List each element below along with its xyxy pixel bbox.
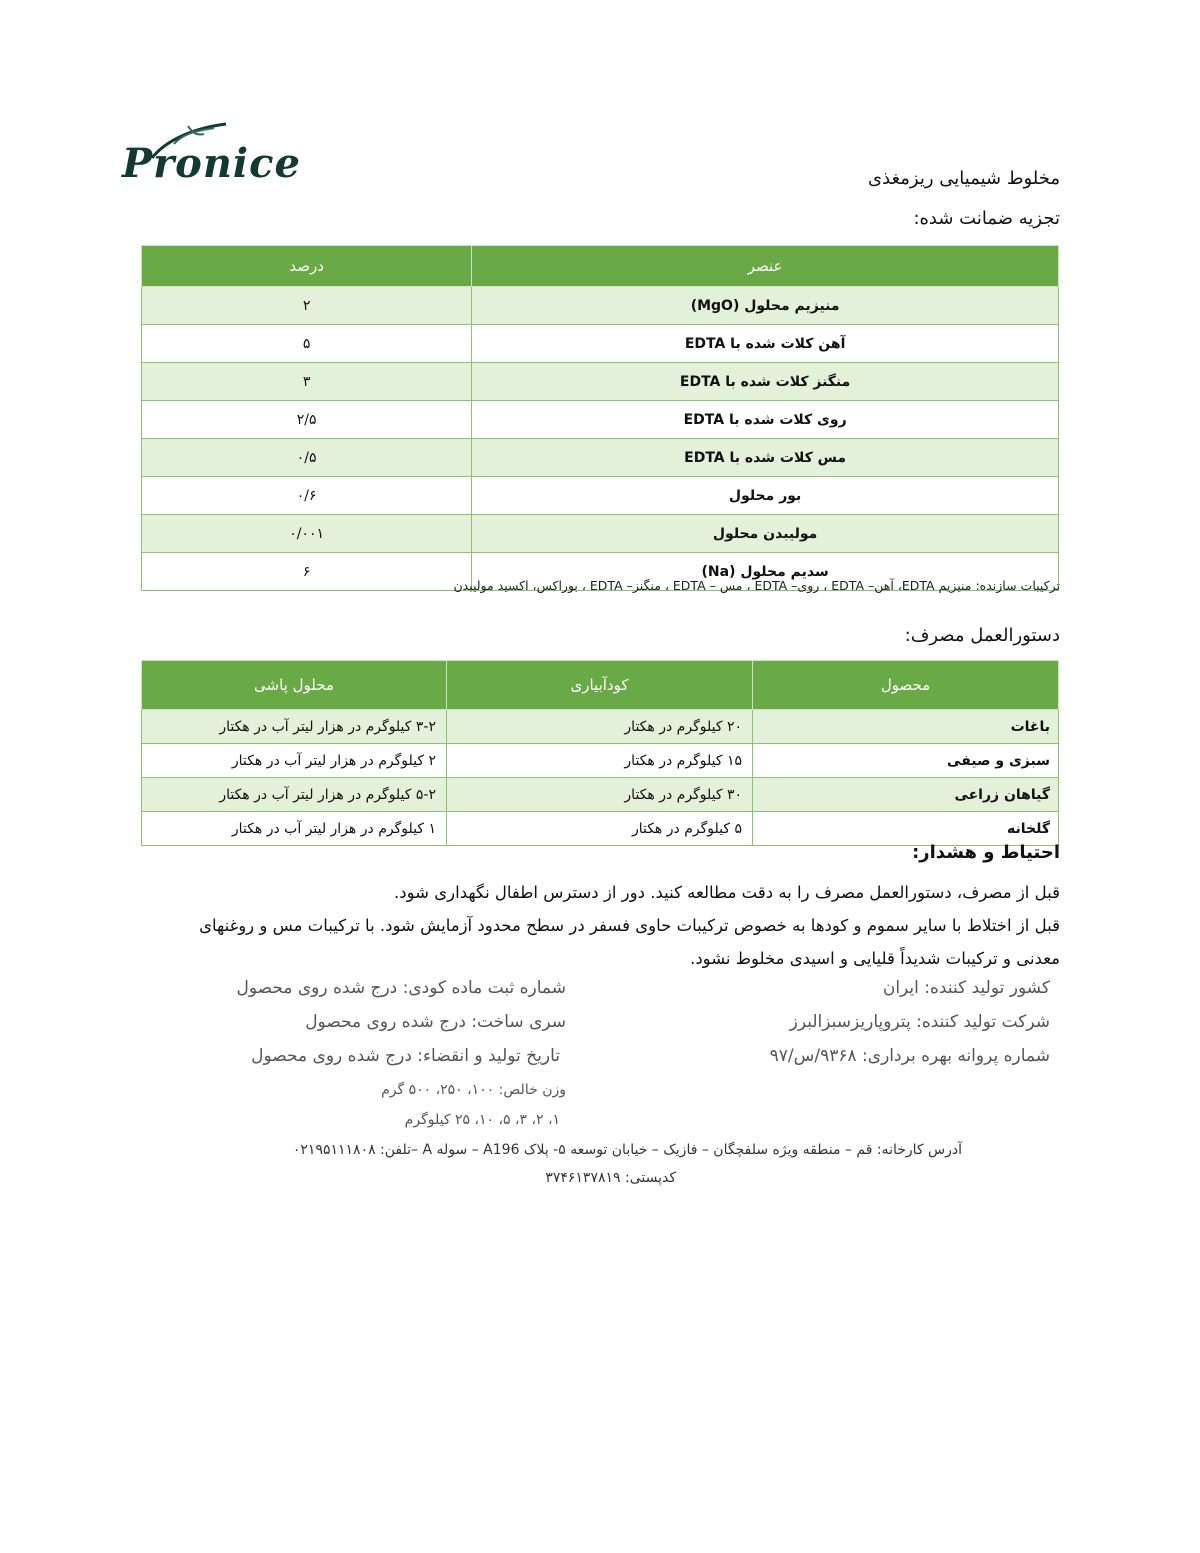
- percent-cell: ۵: [142, 325, 472, 363]
- table-row: [142, 363, 1059, 401]
- spray-cell: ۱ کیلوگرم در هزار لیتر آب در هکتار: [142, 812, 447, 846]
- percent-cell: ۲/۵: [142, 401, 472, 439]
- fertilizer-registration-number: شماره ثبت ماده کودی: درج شده روی محصول: [236, 978, 566, 998]
- warning-line-2: قبل از اختلاط با سایر سموم و کودها به خصوص ترکیبات حاوی فسفر در سطح محدود آزمایش شود. با ترکیبات مس و روغنهای معدنی و ترکیبات شدیداً قلیایی و اسیدی مخلوط نشود.: [199, 916, 1060, 968]
- manufacturer-company: شرکت تولید کننده: پتروپاریزسبزالبرز: [789, 1012, 1050, 1032]
- operating-license-number: شماره پروانه بهره برداری: ۹۳۶۸/س/۹۷: [769, 1046, 1050, 1066]
- warning-line-1: قبل از مصرف، دستورالعمل مصرف را به دقت مطالعه کنید. دور از دسترس اطفال نگهداری شود.: [394, 883, 1060, 902]
- table-row: [142, 401, 1059, 439]
- spray-cell: ۲ کیلوگرم در هزار لیتر آب در هکتار: [142, 744, 447, 778]
- table-row: [142, 744, 1059, 778]
- table-header-row: [142, 246, 1059, 287]
- percent-cell: ۰/۵: [142, 439, 472, 477]
- header-spray: محلول پاشی: [142, 661, 447, 710]
- guaranteed-analysis-title: تجزیه ضمانت شده:: [913, 208, 1060, 229]
- crop-cell: گلخانه: [753, 812, 1059, 846]
- net-weight-kilograms: ۱، ۲، ۳، ۵، ۱۰، ۲۵ کیلوگرم: [404, 1112, 560, 1128]
- element-cell: آهن کلات شده با EDTA: [472, 325, 1059, 363]
- header-percent: درصد: [142, 246, 472, 287]
- table-row: [142, 477, 1059, 515]
- spray-cell: ۵-۲ کیلوگرم در هزار لیتر آب در هکتار: [142, 778, 447, 812]
- header-crop: محصول: [753, 661, 1059, 710]
- pronice-logo: [122, 122, 301, 192]
- percent-cell: ۶: [142, 553, 472, 591]
- postal-code: کدپستی: ۳۷۴۶۱۳۷۸۱۹: [545, 1170, 676, 1186]
- table-header-row: [142, 661, 1059, 710]
- percent-cell: ۳: [142, 363, 472, 401]
- element-cell: مولیبدن محلول: [472, 515, 1059, 553]
- header-fertigation: کودآبیاری: [447, 661, 753, 710]
- fertigation-cell: ۳۰ کیلوگرم در هکتار: [447, 778, 753, 812]
- crop-cell: باغات: [753, 710, 1059, 744]
- percent-cell: ۲: [142, 287, 472, 325]
- element-cell: سدیم محلول (Na): [472, 553, 1059, 591]
- element-cell: منیزیم محلول (MgO): [472, 287, 1059, 325]
- element-cell: روی کلات شده با EDTA: [472, 401, 1059, 439]
- table-row: [142, 287, 1059, 325]
- table-row: [142, 778, 1059, 812]
- element-cell: مس کلات شده با EDTA: [472, 439, 1059, 477]
- percent-cell: ۰/۶: [142, 477, 472, 515]
- country-of-origin: کشور تولید کننده: ایران: [882, 978, 1050, 998]
- element-cell: بور محلول: [472, 477, 1059, 515]
- spray-cell: ۳-۲ کیلوگرم در هزار لیتر آب در هکتار: [142, 710, 447, 744]
- usage-instructions-title: دستورالعمل مصرف:: [904, 625, 1060, 646]
- product-title: مخلوط شیمیایی ریزمغذی: [868, 168, 1060, 189]
- fertigation-cell: ۵ کیلوگرم در هکتار: [447, 812, 753, 846]
- table-row: [142, 325, 1059, 363]
- factory-address: آدرس کارخانه: قم – منطقه ویژه سلفچگان – فازیک – خیابان توسعه ۵- پلاک A196 – سوله A –تلفن: ۰۲۱۹۵۱۱۱۸۰۸: [292, 1142, 962, 1158]
- table-row: [142, 710, 1059, 744]
- ingredients-note: ترکیبات سازنده: منیزیم EDTA، آهن– EDTA ، روی– EDTA ، مس – EDTA ، منگنز– EDTA ، بوراکس، اکسید مولیبدن: [453, 578, 1060, 593]
- production-expiry-dates: تاریخ تولید و انقضاء: درج شده روی محصول: [251, 1046, 560, 1066]
- element-cell: منگنز کلات شده با EDTA: [472, 363, 1059, 401]
- table-row: [142, 439, 1059, 477]
- fertigation-cell: ۲۰ کیلوگرم در هکتار: [447, 710, 753, 744]
- table-row: [142, 812, 1059, 846]
- batch-number: سری ساخت: درج شده روی محصول: [305, 1012, 566, 1032]
- crop-cell: سبزی و صیفی: [753, 744, 1059, 778]
- crop-cell: گیاهان زراعی: [753, 778, 1059, 812]
- fertigation-cell: ۱۵ کیلوگرم در هکتار: [447, 744, 753, 778]
- guaranteed-analysis-table: [141, 245, 1059, 591]
- table-row: [142, 515, 1059, 553]
- warning-title: احتیاط و هشدار:: [912, 842, 1060, 863]
- logo-text: Pronice: [122, 140, 301, 187]
- net-weight-grams: وزن خالص: ۱۰۰، ۲۵۰، ۵۰۰ گرم: [381, 1082, 566, 1098]
- header-element: عنصر: [472, 246, 1059, 287]
- percent-cell: ۰/۰۰۱: [142, 515, 472, 553]
- usage-table: [141, 660, 1059, 846]
